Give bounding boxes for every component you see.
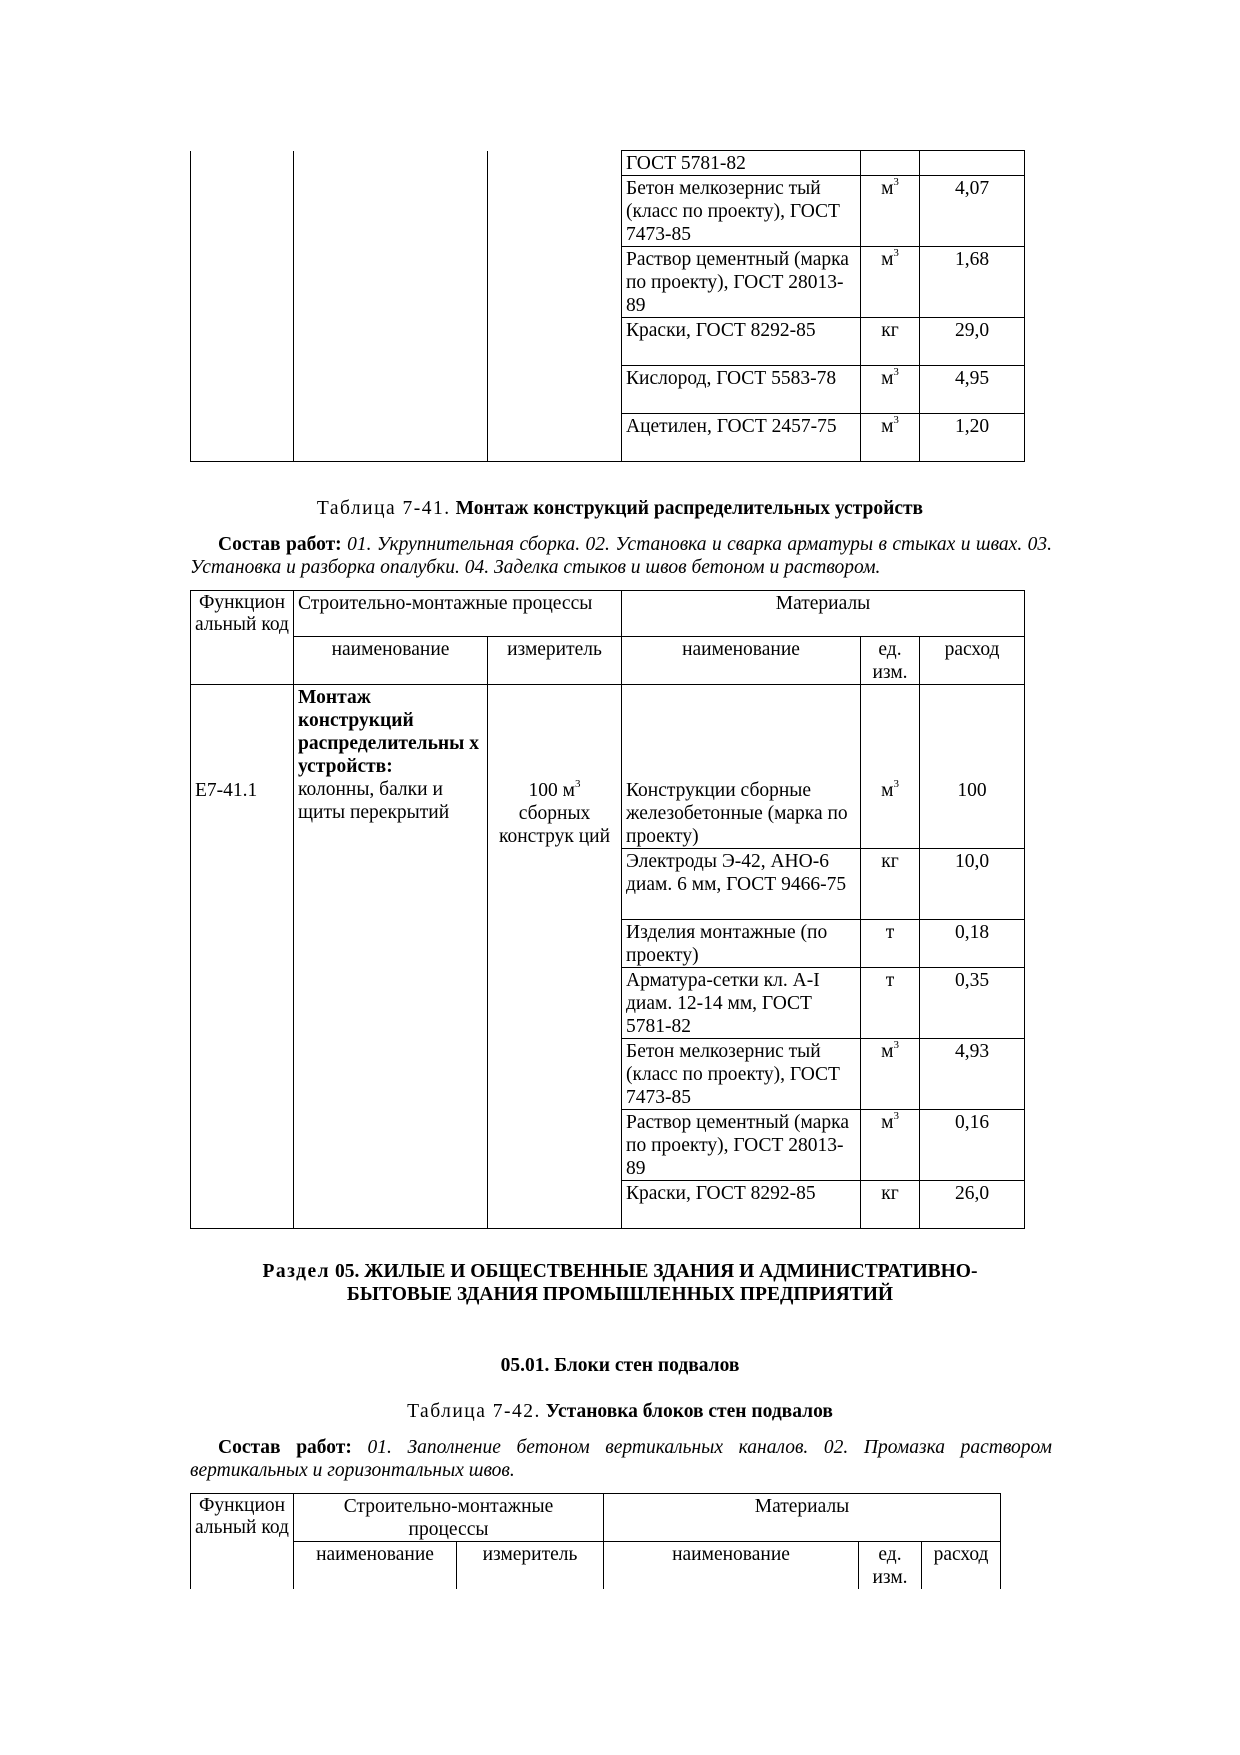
unit: $м^3$ bbox=[861, 1039, 920, 1110]
work-text: 01. Укрупнительная сборка. 02. Установка и сварка арматуры в стыках и швах. 03. Установка и разборка опалубки. 04. Заделка стыков и швов бетоном и раствором. bbox=[190, 534, 1052, 578]
table-row bbox=[191, 1110, 1025, 1181]
header-unit: ед. изм. bbox=[859, 1542, 922, 1590]
material-name: Краски, ГОСТ 8292-85 bbox=[622, 1181, 861, 1229]
header-materials: Материалы bbox=[622, 591, 1025, 637]
table-7-41 bbox=[190, 590, 1025, 1229]
header-consumption: расход bbox=[922, 1542, 1001, 1590]
header-consumption: расход bbox=[920, 637, 1025, 685]
table-label: Таблица 7-41. bbox=[316, 498, 451, 519]
unit: $м^3$ bbox=[861, 414, 920, 462]
consumption: 1,68 bbox=[920, 247, 1025, 318]
consumption: 4,93 bbox=[920, 1039, 1025, 1110]
unit: кг bbox=[861, 849, 920, 920]
work-text: 01. Заполнение бетоном вертикальных каналов. 02. Промазка раствором вертикальных и горизонтальных швов. bbox=[190, 1437, 1052, 1481]
unit: $м^3$ bbox=[861, 366, 920, 414]
table-caption bbox=[0, 1401, 1240, 1423]
material-name: Раствор цементный (марка по проекту), ГОСТ 28013-89 bbox=[622, 247, 861, 318]
consumption: 1,20 bbox=[920, 414, 1025, 462]
table-title: Установка блоков стен подвалов bbox=[545, 1401, 833, 1422]
header-name: наименование bbox=[294, 1542, 457, 1590]
header-row bbox=[191, 591, 1025, 637]
header-name: наименование bbox=[294, 637, 488, 685]
unit: $м^3$ bbox=[861, 1110, 920, 1181]
header-material-name: наименование bbox=[622, 637, 861, 685]
header-row bbox=[191, 1542, 1001, 1590]
unit: $м^3$ bbox=[861, 685, 920, 849]
consumption: 100 bbox=[920, 685, 1025, 849]
unit: кг bbox=[861, 318, 920, 366]
material-name: ГОСТ 5781-82 bbox=[622, 151, 861, 176]
header-processes: Строительно-монтажные процессы bbox=[294, 591, 622, 637]
header-meter: измеритель bbox=[457, 1542, 604, 1590]
code-cell: Е7-41.1 bbox=[191, 685, 294, 849]
consumption: 0,35 bbox=[920, 968, 1025, 1039]
table-row bbox=[191, 1039, 1025, 1110]
consumption: 4,07 bbox=[920, 176, 1025, 247]
material-name: Конструкции сборные железобетонные (марка по проекту) bbox=[622, 685, 861, 849]
work-composition bbox=[190, 1436, 1052, 1482]
table-row bbox=[191, 176, 1025, 247]
work-composition bbox=[190, 533, 1052, 579]
header-row bbox=[191, 1494, 1001, 1542]
consumption: 4,95 bbox=[920, 366, 1025, 414]
section-heading bbox=[0, 1260, 1240, 1306]
table-7-42 bbox=[190, 1493, 1001, 1589]
unit bbox=[861, 151, 920, 176]
table-row bbox=[191, 318, 1025, 366]
material-name: Ацетилен, ГОСТ 2457-75 bbox=[622, 414, 861, 462]
material-name: Арматура-сетки кл. А-I диам. 12-14 мм, ГОСТ 5781-82 bbox=[622, 968, 861, 1039]
continuation-table bbox=[190, 150, 1025, 462]
consumption: 10,0 bbox=[920, 849, 1025, 920]
table-row bbox=[191, 247, 1025, 318]
unit: $м^3$ bbox=[861, 176, 920, 247]
table-row bbox=[191, 920, 1025, 968]
meter-cell: 100 $м^3$ сборных конструк ций bbox=[488, 685, 622, 849]
section-title-line1: 05. ЖИЛЫЕ И ОБЩЕСТВЕННЫЕ ЗДАНИЯ И АДМИНИСТРАТИВНО- bbox=[335, 1261, 978, 1282]
table-row bbox=[191, 1181, 1025, 1229]
material-name: Изделия монтажные (по проекту) bbox=[622, 920, 861, 968]
material-name: Кислород, ГОСТ 5583-78 bbox=[622, 366, 861, 414]
unit: кг bbox=[861, 1181, 920, 1229]
material-name: Краски, ГОСТ 8292-85 bbox=[622, 318, 861, 366]
header-processes: Строительно-монтажные процессы bbox=[294, 1494, 604, 1542]
consumption: 0,16 bbox=[920, 1110, 1025, 1181]
section-label: Раздел bbox=[262, 1261, 331, 1282]
header-func-code: Функцион альный код bbox=[191, 591, 294, 637]
header-material-name: наименование bbox=[604, 1542, 859, 1590]
consumption: 0,18 bbox=[920, 920, 1025, 968]
subsection-heading: 05.01. Блоки стен подвалов bbox=[500, 1355, 740, 1376]
material-name: Раствор цементный (марка по проекту), ГОСТ 28013-89 bbox=[622, 1110, 861, 1181]
table-row bbox=[191, 849, 1025, 920]
table-title: Монтаж конструкций распределительных устройств bbox=[455, 498, 924, 519]
table-row bbox=[191, 151, 1025, 176]
material-name: Бетон мелкозернис тый (класс по проекту), ГОСТ 7473-85 bbox=[622, 1039, 861, 1110]
consumption: 26,0 bbox=[920, 1181, 1025, 1229]
process-cell: Монтаж конструкций распределительны х устройств: колонны, балки и щиты перекрытий bbox=[294, 685, 488, 849]
consumption bbox=[920, 151, 1025, 176]
table-row bbox=[191, 968, 1025, 1039]
table-row bbox=[191, 414, 1025, 462]
header-materials: Материалы bbox=[604, 1494, 1001, 1542]
unit: т bbox=[861, 920, 920, 968]
table-label: Таблица 7-42. bbox=[407, 1401, 541, 1422]
header-meter: измеритель bbox=[488, 637, 622, 685]
header-unit: ед. изм. bbox=[861, 637, 920, 685]
table-caption bbox=[0, 498, 1240, 520]
work-label: Состав работ: bbox=[218, 1437, 352, 1458]
material-name: Электроды Э-42, АНО-6 диам. 6 мм, ГОСТ 9466-75 bbox=[622, 849, 861, 920]
consumption: 29,0 bbox=[920, 318, 1025, 366]
table-row bbox=[191, 366, 1025, 414]
table-row bbox=[191, 685, 1025, 849]
unit: т bbox=[861, 968, 920, 1039]
work-label: Состав работ: bbox=[218, 534, 342, 555]
header-row bbox=[191, 637, 1025, 685]
unit: $м^3$ bbox=[861, 247, 920, 318]
section-title-line2: БЫТОВЫЕ ЗДАНИЯ ПРОМЫШЛЕННЫХ ПРЕДПРИЯТИЙ bbox=[346, 1284, 894, 1305]
material-name: Бетон мелкозернис тый (класс по проекту), ГОСТ 7473-85 bbox=[622, 176, 861, 247]
header-func-code: Функцион альный код bbox=[191, 1494, 294, 1542]
